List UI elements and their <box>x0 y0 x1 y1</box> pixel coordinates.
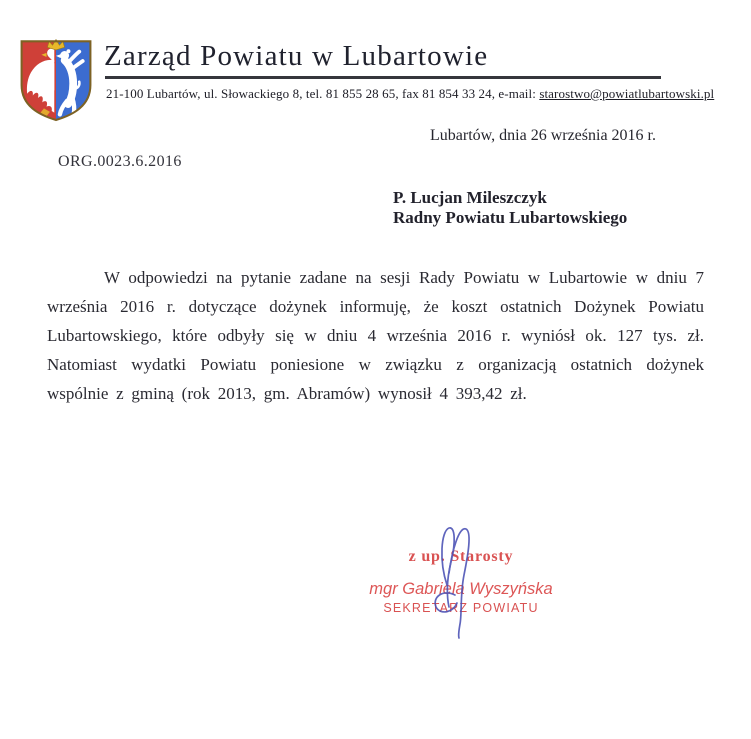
email-link[interactable]: starostwo@powiatlubartowski.pl <box>539 86 715 101</box>
stamp-signer-position: SEKRETARZ POWIATU <box>383 601 539 615</box>
letter-body-paragraph: W odpowiedzi na pytanie zadane na sesji Rady Powiatu w Lubartowie w dniu 7 września 2016 r. dotyczące dożynek informuję, że koszt ostatnich Dożynek Powiatu Lubartowskiego, które odbyły się w dniu 4 września 2016 r. wyniósł ok. 127 tys. zł. Natomiast wydatki Powiatu poniesione w związku z organizacją ostatnich dożynek wspólnie z gminą (rok 2013, gm. Abramów) wynosił 4 393,42 zł. <box>47 268 704 403</box>
handwritten-signature-icon <box>426 521 496 640</box>
place-date-line: Lubartów, dnia 26 września 2016 r. <box>429 127 656 144</box>
addressee-name: P. Lucjan Mileszczyk <box>393 188 547 207</box>
header-divider <box>105 76 661 79</box>
coat-of-arms-icon <box>12 37 100 123</box>
stamp-signer-name: mgr Gabriela Wyszyńska <box>369 580 553 598</box>
org-contact-line <box>106 86 714 102</box>
org-address-text: 21-100 Lubartów, ul. Słowackiego 8, tel. 81 855 28 65, fax 81 854 33 24, e-mail: <box>106 86 540 101</box>
addressee-title: Radny Powiatu Lubartowskiego <box>393 208 628 227</box>
org-title: Zarząd Powiatu w Lubartowie <box>104 40 489 72</box>
stamp-authority-line: z up. Starosty <box>408 548 514 565</box>
reference-number: ORG.0023.6.2016 <box>58 153 182 170</box>
addressee-block <box>393 188 627 228</box>
